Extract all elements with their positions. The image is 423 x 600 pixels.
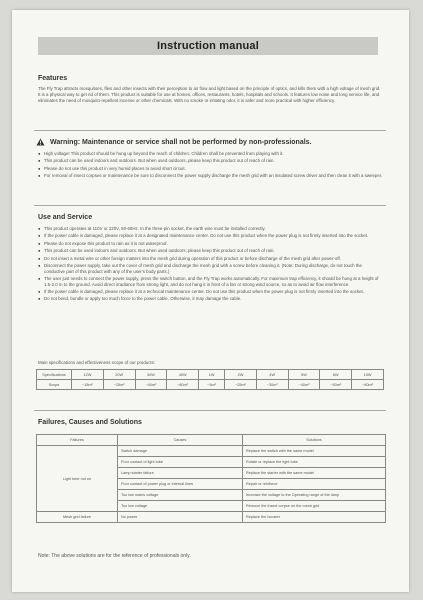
- list-item: ● Do not bend, bundle or apply too much force to the power cable. Otherwise, it may damage the cable.: [38, 296, 384, 302]
- list-item: ● The user just needs to connect the power supply, press the switch button, and the Fly Trap works automatically. For maximum trap efficiency, it should be hung at a height of 1.5-2.0 m to the ground. Avoid direct irradiance from strong light, and do not hang it in front of a fan or strong wind source, so as to avoid air flow interference.: [38, 276, 384, 287]
- table-cell: Switch damage: [118, 446, 243, 457]
- table-cell: Rotate or replace the light tube: [243, 457, 386, 468]
- table-cell: 40W: [167, 370, 199, 380]
- table-cell: 4W: [256, 370, 288, 380]
- table-cell: Too low voltage: [118, 501, 243, 512]
- table-header: Causes: [118, 435, 243, 446]
- use-list: [38, 226, 384, 304]
- table-cell: Replace the switch with the same model: [243, 446, 386, 457]
- table-cell: ~80m²: [167, 380, 199, 390]
- list-item: ● Do not insert a metal wire or other foreign matters into the mesh grid during operation of this product or before discharge of the mesh grid after power-off.: [38, 256, 384, 262]
- table-cell: Repair or reinforce: [243, 479, 386, 490]
- table-cell: 1W: [199, 370, 225, 380]
- specs-table: [36, 369, 384, 390]
- footer-note: Note: The above solutions are for the reference of professionals only.: [38, 553, 191, 559]
- list-item: ● Please do not expose this product to rain as it is not waterproof.: [38, 241, 384, 247]
- list-item: ● This product can be used indoors and outdoors. But when used outdoors, please keep this product out of reach of rain.: [38, 248, 384, 254]
- failures-heading: Failures, Causes and Solutions: [38, 419, 142, 426]
- table-cell: 5W: [288, 370, 320, 380]
- table-cell: Remove the insect corpse on the mesh grid: [243, 501, 386, 512]
- table-row: [37, 435, 386, 446]
- table-cell: ~5m²: [199, 380, 225, 390]
- divider: [34, 410, 386, 411]
- table-cell: Mesh grid failure: [37, 512, 118, 523]
- failures-table: [36, 434, 386, 523]
- list-item: ● Disconnect the power supply, take out the cover of mesh grid and discharge the mesh grid with a screw before cleaning it. (Note: During discharge, do not touch the conductive part of this product with any of the user's body parts.): [38, 263, 384, 274]
- table-row: [37, 446, 386, 457]
- table-cell: ~40m²: [288, 380, 320, 390]
- list-item: ● If the power cable is damaged, please replace it at a technical maintenance center. Do not use this product when the power plug is not firmly inserted into the socket.: [38, 289, 384, 295]
- warning-heading-row: [36, 137, 386, 147]
- warning-list: [38, 151, 384, 181]
- specs-caption: Main specifications and effectiveness scope of our products:: [38, 360, 156, 365]
- table-cell: Too low mains voltage: [118, 490, 243, 501]
- page-title: Instruction manual: [157, 40, 259, 52]
- table-cell: 12W: [72, 370, 104, 380]
- table-cell: Poor contact of power plug or internal lines: [118, 479, 243, 490]
- table-cell: Light tube not on: [37, 446, 118, 512]
- warning-icon: [36, 138, 45, 146]
- table-cell: 30W: [135, 370, 167, 380]
- table-row: [37, 512, 386, 523]
- table-cell: 2W: [225, 370, 257, 380]
- table-cell: ~40m²: [135, 380, 167, 390]
- list-item: ● For removal of insect corpses or maintenance be sure to disconnect the power supply discharge the mesh grid with an insulated screw driver and then clean it with a sweeper.: [38, 173, 384, 179]
- table-cell: ~80m²: [352, 380, 384, 390]
- use-heading: Use and Service: [38, 214, 93, 221]
- table-cell: No power: [118, 512, 243, 523]
- list-item: ● If the power cable is damaged, please replace it at a designated maintenance center. Do not use this product when the power plug is not firmly inserted into the socket.: [38, 233, 384, 239]
- manual-page: [12, 10, 409, 592]
- divider: [34, 130, 386, 131]
- table-cell: ~15m²: [72, 380, 104, 390]
- table-header: Failures: [37, 435, 118, 446]
- title-bar: [38, 37, 378, 55]
- features-text: The Fly Trap attracts mosquitoes, flies and other insects with their perception to air flow and light based on the principle of optics, and kills them with a high voltage of mesh grid. It is a physical way to get rid of them. This product is suitable for use at homes, offices, restaurants, hotels, hospitals and schools. It features low noise and long service life, and eliminates the need of mosquito-repellent incense or other chemicals. With no smoke or irritating odor, it is safer and more practical with higher efficiency.: [38, 86, 381, 104]
- table-row: [37, 370, 384, 380]
- table-cell: Scope: [37, 380, 72, 390]
- list-item: ● High voltage! This product should be hung up beyond the reach of children. Children shall be prevented from playing with it.: [38, 151, 384, 157]
- table-cell: Specifications: [37, 370, 72, 380]
- table-cell: ~50m²: [320, 380, 352, 390]
- table-cell: 20W: [103, 370, 135, 380]
- table-cell: Increase the voltage to the Operating range of the lamp: [243, 490, 386, 501]
- table-cell: 15W: [352, 370, 384, 380]
- table-cell: Lamp starter failure: [118, 468, 243, 479]
- table-cell: 8W: [320, 370, 352, 380]
- table-row: [37, 380, 384, 390]
- divider: [34, 205, 386, 206]
- list-item: ● This product operates at 110V or 220V, 50-60Hz. In the three-pin socket, the earth wire must be installed correctly.: [38, 226, 384, 232]
- table-cell: Replace the starter with the same model: [243, 468, 386, 479]
- table-cell: ~30m²: [256, 380, 288, 390]
- table-header: Solutions: [243, 435, 386, 446]
- table-cell: Poor contact of light tube: [118, 457, 243, 468]
- table-cell: ~25m²: [225, 380, 257, 390]
- warning-heading: Warning: Maintenance or service shall not be performed by non-professionals.: [50, 138, 312, 146]
- table-cell: ~25m²: [103, 380, 135, 390]
- features-heading: Features: [38, 75, 68, 82]
- list-item: ● Please do not use this product in very humid places to avoid short circuit.: [38, 166, 384, 172]
- table-cell: Replace the booster: [243, 512, 386, 523]
- list-item: ● This product can be used indoors and outdoors. But when used outdoors, please keep this product out of reach of rain.: [38, 158, 384, 164]
